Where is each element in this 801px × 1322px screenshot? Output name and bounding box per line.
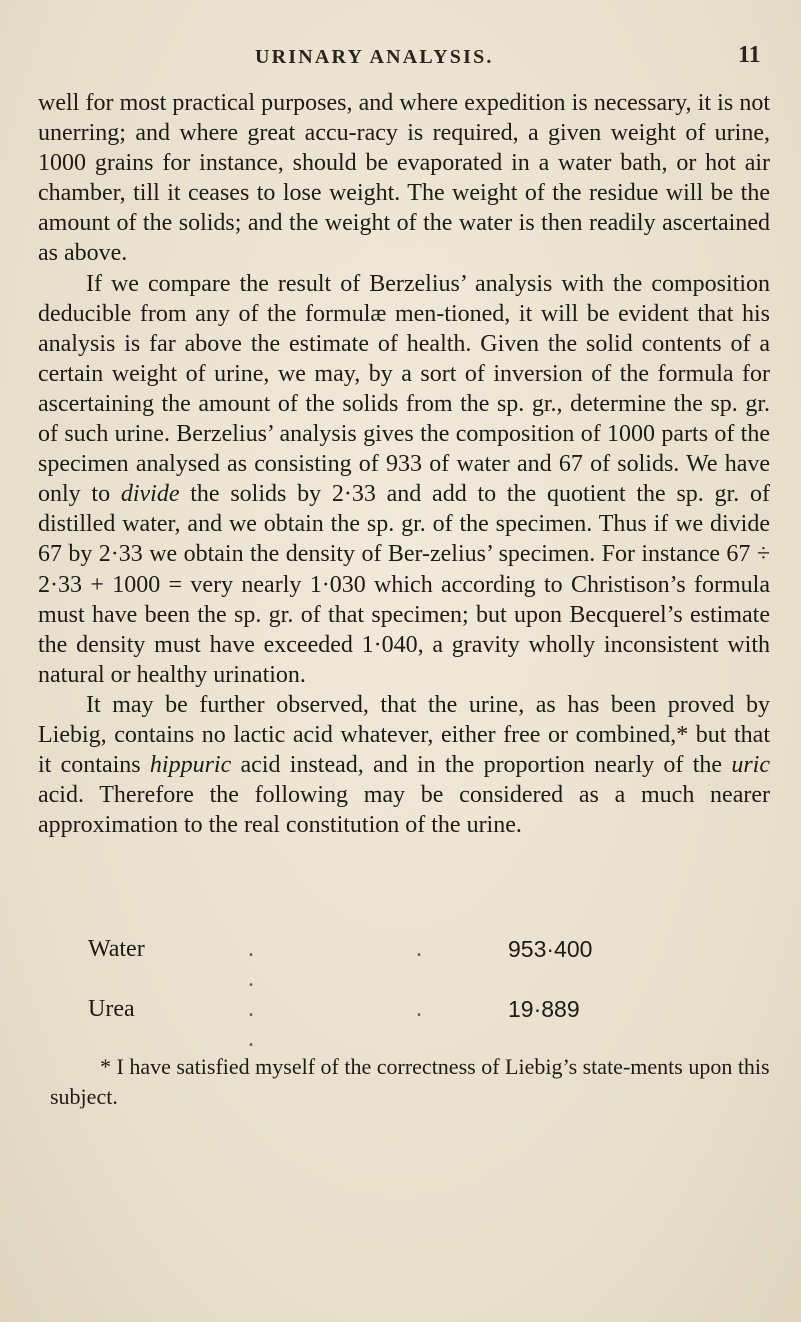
dot-leader: . . . — [248, 936, 500, 992]
composition-table — [88, 934, 728, 1054]
table-row — [88, 994, 728, 1054]
component-name: Urea — [88, 996, 135, 1022]
paragraph-2-italic: divide — [120, 481, 180, 508]
component-name: Water — [88, 936, 145, 962]
footnote — [50, 1052, 770, 1112]
footnote-text: * I have satisfied myself of the correctness of Liebig’s state-ments upon this subject. — [50, 1054, 770, 1109]
component-value: 19·889 — [508, 996, 580, 1022]
body-text — [38, 88, 770, 840]
page-number: 11 — [738, 42, 761, 68]
paragraph-3-italic-a: hippuric — [149, 752, 232, 779]
running-title: URINARY ANALYSIS. — [255, 46, 494, 68]
table-row — [88, 934, 728, 994]
paragraph-3-italic-b: uric — [731, 752, 770, 779]
component-value: 953·400 — [508, 936, 593, 962]
paragraph-2 — [38, 269, 770, 690]
paragraph-3-text-b: acid instead, and in the proportion nearly of the — [231, 752, 732, 779]
paragraph-2-text-a: If we compare the result of Berzelius’ analysis with the composition deducible from any of the formulæ men-tioned, it will be evident that his analysis is far above the estimate of health. Given the solid contents of a certain weight of urine, we may, by a sort of inversion of the formula for ascertaining the amount of the solids from the sp. gr., determine the sp. gr. of such urine. Berzelius’ analysis gives the composition of 1000 parts of the specimen analysed as consisting of 933 of water and 67 of solids. We have only to — [38, 270, 770, 508]
paragraph-1: well for most practical purposes, and where expedition is necessary, it is not unerring; and where great accu-racy is required, a given weight of urine, 1000 grains for instance, should be evaporated in a water bath, or hot air chamber, till it ceases to lose weight. The weight of the residue will be the amount of the solids; and the weight of the water is then readily ascertained as above. — [38, 90, 770, 267]
paragraph-2-text-b: the solids by 2·33 and add to the quotient the sp. gr. of distilled water, and we obtain the sp. gr. of the specimen. Thus if we divide 67 by 2·33 we obtain the density of Ber-zelius’ specimen. For instance 67 ÷ 2·33 + 1000 = very nearly 1·030 which according to Christison’s formula must have been the sp. gr. of that specimen; but upon Becquerel’s estimate the density must have exceeded 1·040, a gravity wholly inconsistent with natural or healthy urination. — [38, 481, 770, 688]
dot-leader: . . . — [248, 996, 500, 1052]
paragraph-3 — [38, 690, 770, 840]
paragraph-3-text-a: It may be further observed, that the urine, as has been proved by Liebig, contains no lactic acid whatever, either free or combined,* but that it contains — [38, 691, 770, 779]
paragraph-3-text-c: acid. Therefore the following may be considered as a much nearer approximation to the real constitution of the urine. — [38, 782, 770, 839]
